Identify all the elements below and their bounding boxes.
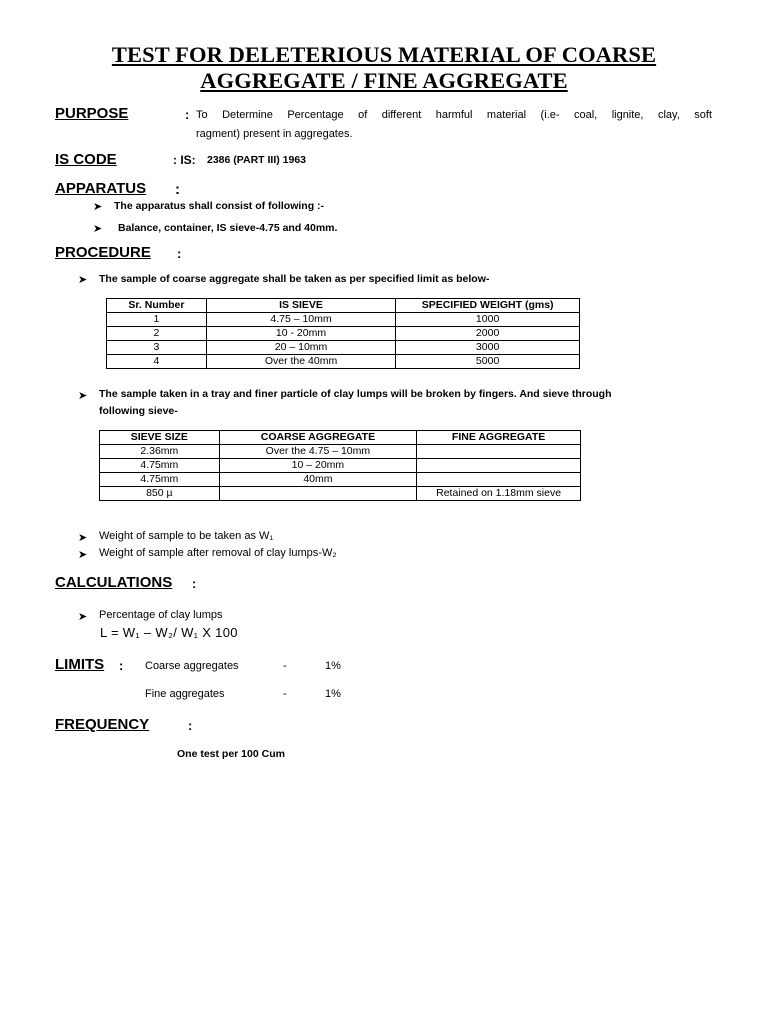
table-cell: 4.75mm bbox=[100, 459, 220, 473]
is-code-heading: IS CODE bbox=[55, 151, 117, 168]
calculations-item: Percentage of clay lumps bbox=[99, 609, 223, 621]
title-line-2: AGGREGATE / FINE AGGREGATE bbox=[200, 68, 568, 93]
frequency-heading: FREQUENCY bbox=[55, 716, 150, 733]
arrow-bullet-icon: ➤ bbox=[78, 274, 88, 286]
table-header-cell: IS SIEVE bbox=[206, 299, 395, 313]
purpose-text-line-1: To Determine Percentage of different harmful material (i.e- coal, lignite, clay, soft bbox=[196, 109, 712, 121]
title-line-1: TEST FOR DELETERIOUS MATERIAL OF COARSE bbox=[111, 42, 657, 67]
apparatus-item-2: Balance, container, IS sieve-4.75 and 40mm. bbox=[118, 222, 338, 234]
table-cell: Retained on 1.18mm sieve bbox=[417, 487, 581, 501]
table-row bbox=[107, 341, 580, 355]
table-header-row bbox=[100, 431, 581, 445]
table-cell: 4.75 – 10mm bbox=[206, 313, 395, 327]
apparatus-item-1: The apparatus shall consist of following :- bbox=[114, 200, 325, 212]
frequency-value: One test per 100 Cum bbox=[177, 748, 285, 760]
procedure-colon: : bbox=[177, 246, 182, 261]
procedure-step-4: Weight of sample after removal of clay lumps-W₂ bbox=[99, 547, 337, 559]
calculations-heading: CALCULATIONS bbox=[55, 574, 173, 591]
table-header-row bbox=[107, 299, 580, 313]
table-row bbox=[107, 355, 580, 369]
table-row bbox=[100, 445, 581, 459]
table-cell: 3 bbox=[107, 341, 207, 355]
procedure-step-1: The sample of coarse aggregate shall be taken as per specified limit as below- bbox=[99, 273, 490, 285]
arrow-bullet-icon: ➤ bbox=[78, 532, 88, 544]
table-cell: 4 bbox=[107, 355, 207, 369]
sample-weight-table bbox=[106, 298, 580, 369]
sieve-size-table bbox=[99, 430, 581, 501]
table-cell: 2000 bbox=[396, 327, 580, 341]
purpose-text-line-2: ragment) present in aggregates. bbox=[196, 128, 353, 140]
table-cell bbox=[417, 445, 581, 459]
limits-label-coarse: Coarse aggregates bbox=[145, 660, 239, 672]
limits-colon: : bbox=[119, 658, 124, 673]
procedure-step-3: Weight of sample to be taken as W₁ bbox=[99, 530, 274, 542]
limits-dash: - bbox=[283, 688, 287, 700]
table-header-cell: SIEVE SIZE bbox=[100, 431, 220, 445]
apparatus-colon: : bbox=[175, 181, 180, 198]
arrow-bullet-icon: ➤ bbox=[78, 611, 88, 623]
table-header-cell: Sr. Number bbox=[107, 299, 207, 313]
table-row bbox=[100, 459, 581, 473]
table-cell: 10 – 20mm bbox=[219, 459, 417, 473]
calculations-colon: : bbox=[192, 576, 197, 591]
table-header-cell: FINE AGGREGATE bbox=[417, 431, 581, 445]
table-header-cell: COARSE AGGREGATE bbox=[219, 431, 417, 445]
procedure-step-2-line-1: The sample taken in a tray and finer particle of clay lumps will be broken by fingers. And sieve through bbox=[99, 388, 612, 400]
purpose-colon: : bbox=[185, 107, 190, 122]
purpose-heading: PURPOSE bbox=[55, 105, 129, 122]
table-cell: 4.75mm bbox=[100, 473, 220, 487]
table-cell bbox=[219, 487, 417, 501]
limits-value-coarse: 1% bbox=[325, 660, 341, 672]
limits-label-fine: Fine aggregates bbox=[145, 688, 225, 700]
table-cell: Over the 4.75 – 10mm bbox=[219, 445, 417, 459]
table-cell: 40mm bbox=[219, 473, 417, 487]
table-cell: 5000 bbox=[396, 355, 580, 369]
is-code-value: 2386 (PART III) 1963 bbox=[207, 154, 307, 166]
limits-value-fine: 1% bbox=[325, 688, 341, 700]
table-header-cell: SPECIFIED WEIGHT (gms) bbox=[396, 299, 580, 313]
table-row bbox=[107, 327, 580, 341]
arrow-bullet-icon: ➤ bbox=[78, 549, 88, 561]
table-cell: Over the 40mm bbox=[206, 355, 395, 369]
limits-dash: - bbox=[283, 660, 287, 672]
clay-lumps-formula: L = W₁ – W₂/ W₁ X 100 bbox=[100, 625, 238, 640]
table-cell: 20 – 10mm bbox=[206, 341, 395, 355]
is-code-label: : IS: bbox=[173, 153, 196, 167]
limits-heading: LIMITS bbox=[55, 656, 105, 673]
table-row bbox=[107, 313, 580, 327]
table-cell: 2 bbox=[107, 327, 207, 341]
table-cell: 3000 bbox=[396, 341, 580, 355]
page-title bbox=[40, 42, 728, 94]
table-cell bbox=[417, 459, 581, 473]
arrow-bullet-icon: ➤ bbox=[93, 223, 103, 235]
arrow-bullet-icon: ➤ bbox=[93, 201, 103, 213]
table-row bbox=[100, 487, 581, 501]
procedure-heading: PROCEDURE bbox=[55, 244, 151, 261]
table-cell: 2.36mm bbox=[100, 445, 220, 459]
table-row bbox=[100, 473, 581, 487]
table-cell: 850 µ bbox=[100, 487, 220, 501]
table-cell: 1000 bbox=[396, 313, 580, 327]
table-cell bbox=[417, 473, 581, 487]
arrow-bullet-icon: ➤ bbox=[78, 390, 88, 402]
table-cell: 1 bbox=[107, 313, 207, 327]
apparatus-heading: APPARATUS bbox=[55, 180, 147, 197]
table-cell: 10 - 20mm bbox=[206, 327, 395, 341]
frequency-colon: : bbox=[188, 718, 193, 733]
procedure-step-2-line-2: following sieve- bbox=[99, 405, 178, 417]
